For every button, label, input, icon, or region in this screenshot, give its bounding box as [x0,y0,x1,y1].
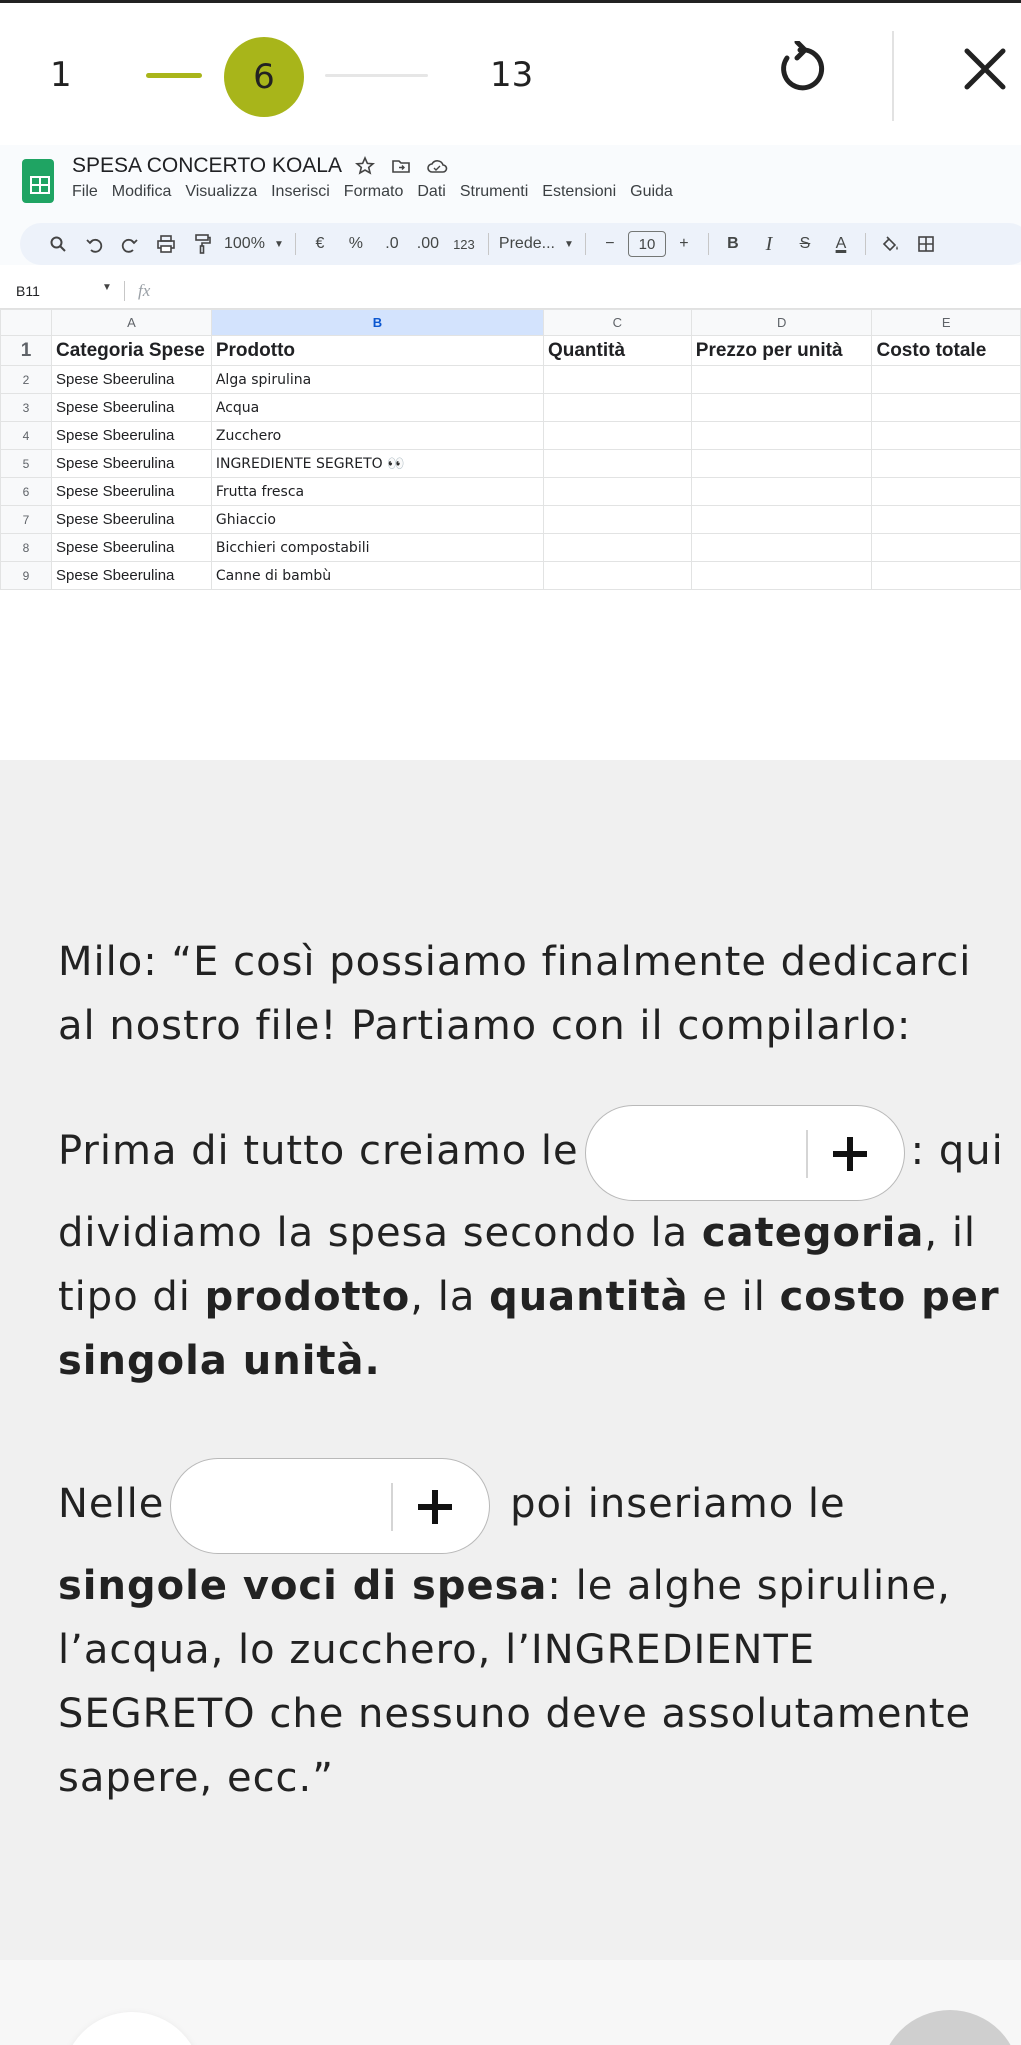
row-number: 3 [1,394,52,422]
lesson-text: : qui dividiamo la spesa secondo la [58,1128,1004,1256]
restart-icon [772,41,828,97]
document-title: SPESA CONCERTO KOALA [72,154,342,177]
decrease-decimal-button[interactable]: .0 [385,235,399,252]
cell-header-quantita[interactable]: Quantità [543,336,691,366]
formula-separator [124,281,125,301]
lesson-paragraph-intro: Milo: “E così possiamo finalmente dedicarci al nostro file! Partiamo con il compilarlo: [58,939,972,1049]
lesson-bold-text: categoria [701,1210,925,1256]
bottom-navigation [0,1960,1021,2045]
lesson-text: Nelle [58,1481,165,1527]
cell-empty[interactable] [691,534,872,562]
close-icon [963,47,1007,91]
lesson-bold-text: costo per singola unità [58,1274,1000,1384]
cell-empty[interactable] [543,450,691,478]
sheets-logo-icon [22,159,54,203]
table-row [1,478,1021,506]
toolbar-separator [585,233,586,255]
row-number: 7 [1,506,52,534]
font-size-input[interactable]: 10 [628,231,666,257]
cell-empty[interactable] [543,478,691,506]
title-icons [354,155,448,177]
bold-button[interactable]: B [727,235,739,252]
corner-cell [1,310,52,336]
table-row [1,506,1021,534]
column-header-d[interactable]: D [691,310,872,336]
cell-categoria[interactable]: Spese Sbeerulina [51,562,211,590]
cell-categoria[interactable]: Spese Sbeerulina [51,450,211,478]
cell-categoria[interactable]: Spese Sbeerulina [51,366,211,394]
cell-empty[interactable] [543,394,691,422]
menu-modifica[interactable]: Modifica [111,183,172,200]
cell-empty[interactable] [691,562,872,590]
sheet-menubar [72,183,673,201]
cell-prodotto[interactable]: Acqua [211,394,543,422]
lesson-text: , il tipo di [58,1210,977,1320]
lesson-bold-text: prodotto [204,1274,411,1320]
spreadsheet-grid [0,309,1021,590]
lesson-text: : le alghe spiruline, l’acqua, lo zucchero, l’INGREDIENTE SEGRETO che nessuno deve assolutamente sapere, ecc.” [58,1563,972,1801]
menu-strumenti[interactable]: Strumenti [459,183,529,200]
cell-empty[interactable] [872,562,1021,590]
cell-empty[interactable] [872,478,1021,506]
lesson-bold-text: singole voci di spesa [58,1563,548,1609]
lesson-content [0,760,1021,1960]
answer-drop-slot-2[interactable] [170,1458,490,1554]
sheet-toolbar [20,223,1021,265]
cell-categoria[interactable]: Spese Sbeerulina [51,478,211,506]
close-button[interactable] [955,39,1015,99]
zoom-caret-icon: ▼ [273,238,284,250]
borders-icon[interactable] [908,229,944,259]
menu-file[interactable]: File [72,183,98,200]
cell-empty[interactable] [872,422,1021,450]
table-row [1,450,1021,478]
cell-categoria[interactable]: Spese Sbeerulina [51,534,211,562]
row-number: 9 [1,562,52,590]
toolbar-separator [708,233,709,255]
menu-visualizza[interactable]: Visualizza [185,183,258,200]
cell-header-prodotto[interactable]: Prodotto [211,336,543,366]
zoom-select[interactable]: 100% [224,235,265,252]
cell-header-costo[interactable]: Costo totale [872,336,1021,366]
add-answer-plus-icon[interactable] [824,1128,876,1180]
cell-empty[interactable] [543,562,691,590]
add-answer-plus-icon[interactable] [409,1481,461,1533]
cell-empty[interactable] [691,450,872,478]
cell-prodotto[interactable]: Frutta fresca [211,478,543,506]
lesson-text: , la [410,1274,490,1320]
row-number: 1 [1,336,52,366]
row-number: 2 [1,366,52,394]
name-box[interactable]: B11 [16,283,40,299]
fill-color-icon[interactable] [872,229,908,259]
row-number: 8 [1,534,52,562]
cloud-status-icon [426,155,448,177]
lesson-bold-text: quantità [489,1274,689,1320]
toolbar-separator [488,233,489,255]
lesson-text: . [364,1338,381,1384]
cell-empty[interactable] [872,366,1021,394]
slot-divider [391,1483,393,1531]
menu-formato[interactable]: Formato [343,183,404,200]
lesson-text: e il [688,1274,780,1320]
paint-format-icon[interactable] [184,229,220,259]
table-row [1,422,1021,450]
row-number: 6 [1,478,52,506]
cell-header-categoria[interactable]: Categoria Spese [51,336,211,366]
progress-line-remaining [325,74,428,77]
lesson-paragraph-rows [58,1458,1008,1810]
toolbar-separator [295,233,296,255]
star-icon [354,155,376,177]
next-button[interactable] [880,2010,1020,2045]
cell-prodotto[interactable]: Bicchieri compostabili [211,534,543,562]
text-color-button[interactable]: A [835,235,847,252]
increase-decimal-button[interactable]: .00 [416,235,440,252]
cell-empty[interactable] [872,534,1021,562]
cell-categoria[interactable]: Spese Sbeerulina [51,422,211,450]
cell-prodotto[interactable]: Zucchero [211,422,543,450]
font-family-select[interactable]: Prede... [498,235,555,252]
cell-empty[interactable] [691,422,872,450]
fx-icon: fx [138,281,151,300]
menu-guida[interactable]: Guida [630,183,673,200]
cell-empty[interactable] [691,506,872,534]
lesson-paragraph-columns [58,1105,1008,1393]
cell-empty[interactable] [543,422,691,450]
search-menu-icon[interactable] [40,229,76,259]
restart-button[interactable] [764,33,836,105]
table-row [1,366,1021,394]
cell-empty[interactable] [543,534,691,562]
previous-button[interactable] [62,2012,202,2045]
spreadsheet-screenshot [0,145,1021,760]
cell-prodotto[interactable]: Ghiaccio [211,506,543,534]
increase-font-size-button[interactable]: + [679,235,689,252]
currency-format-button[interactable]: € [315,235,325,252]
column-header-row [1,310,1021,336]
lesson-text: Prima di tutto creiamo le [58,1128,579,1174]
cell-categoria[interactable]: Spese Sbeerulina [51,506,211,534]
strikethrough-button[interactable]: S [799,235,811,252]
cell-prodotto[interactable]: Canne di bambù [211,562,543,590]
cell-empty[interactable] [872,394,1021,422]
header-divider [892,31,894,121]
cell-empty[interactable] [543,506,691,534]
cell-empty[interactable] [691,394,872,422]
column-header-c[interactable]: C [543,310,691,336]
cell-empty[interactable] [872,450,1021,478]
menu-dati[interactable]: Dati [417,183,446,200]
cell-empty[interactable] [872,506,1021,534]
print-icon[interactable] [148,229,184,259]
decrease-font-size-button[interactable]: − [605,235,615,252]
number-format-button[interactable]: 123 [453,236,475,252]
percent-format-button[interactable]: % [348,235,364,252]
menu-inserisci[interactable]: Inserisci [271,183,330,200]
formula-bar [0,273,1021,309]
table-row [1,562,1021,590]
progress-total-number: 13 [490,55,534,95]
toolbar-separator [865,233,866,255]
progress-header [0,0,1021,145]
progress-current-step: 6 [224,37,304,117]
cell-prodotto[interactable]: INGREDIENTE SEGRETO 👀 [211,450,543,478]
cell-empty[interactable] [543,366,691,394]
menu-estensioni[interactable]: Estensioni [542,183,617,200]
undo-icon[interactable] [76,229,112,259]
column-header-b[interactable]: B [211,310,543,336]
table-row [1,534,1021,562]
font-caret-icon: ▼ [564,238,574,250]
lesson-text: poi inseriamo le [496,1481,846,1527]
name-box-caret-icon: ▼ [102,282,112,293]
table-row [1,394,1021,422]
column-header-a[interactable]: A [51,310,211,336]
cell-header-prezzo[interactable]: Prezzo per unità [691,336,872,366]
move-folder-icon [390,155,412,177]
row-number: 4 [1,422,52,450]
row-number: 5 [1,450,52,478]
cell-empty[interactable] [691,478,872,506]
cell-prodotto[interactable]: Alga spirulina [211,366,543,394]
progress-start-number: 1 [50,55,72,95]
answer-drop-slot-1[interactable] [585,1105,905,1201]
table-row [1,336,1021,366]
slot-divider [806,1130,808,1178]
column-header-e[interactable]: E [872,310,1021,336]
cell-categoria[interactable]: Spese Sbeerulina [51,394,211,422]
cell-empty[interactable] [691,366,872,394]
progress-line-completed [146,73,202,78]
italic-button[interactable]: I [765,232,773,255]
redo-icon[interactable] [112,229,148,259]
